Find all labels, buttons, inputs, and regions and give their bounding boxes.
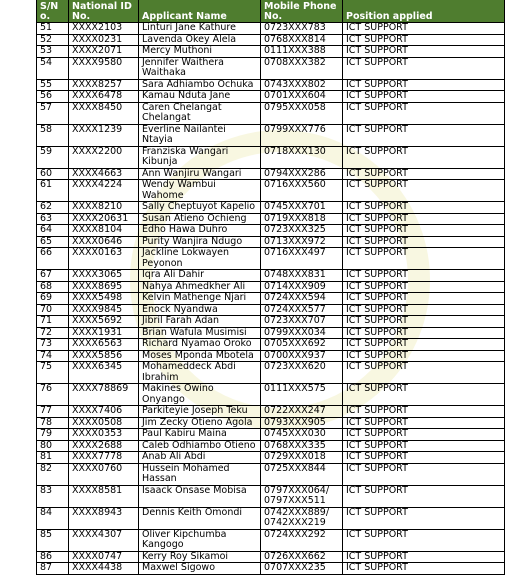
cell-mobile-phone: 0748XXX831	[261, 270, 343, 282]
cell-national-id: XXXX4438	[69, 563, 139, 575]
table-row	[37, 304, 505, 316]
cell-national-id: XXXX0231	[69, 34, 139, 46]
cell-national-id: XXXX9580	[69, 57, 139, 79]
cell-position: ICT SUPPORT	[343, 168, 505, 180]
cell-mobile-phone: 0701XXX604	[261, 91, 343, 103]
table-row	[37, 225, 505, 237]
cell-sn: 61	[37, 180, 69, 202]
cell-sn: 60	[37, 168, 69, 180]
cell-mobile-phone: 0724XXX594	[261, 293, 343, 305]
table-row	[37, 350, 505, 362]
cell-position: ICT SUPPORT	[343, 202, 505, 214]
cell-sn: 64	[37, 225, 69, 237]
cell-sn: 84	[37, 507, 69, 529]
cell-sn: 67	[37, 270, 69, 282]
cell-mobile-phone: 0723XXX325	[261, 225, 343, 237]
cell-sn: 59	[37, 146, 69, 168]
cell-applicant-name: Sally Cheptuyot Kapelio	[139, 202, 261, 214]
table-row	[37, 406, 505, 418]
table-row	[37, 507, 505, 529]
table-row	[37, 463, 505, 485]
cell-position: ICT SUPPORT	[343, 384, 505, 406]
cell-national-id: XXXX8257	[69, 79, 139, 91]
cell-mobile-phone: 0745XXX701	[261, 202, 343, 214]
cell-national-id: XXXX7406	[69, 406, 139, 418]
header-national-id: National ID No.	[69, 0, 139, 23]
cell-applicant-name: Iqra Ali Dahir	[139, 270, 261, 282]
cell-position: ICT SUPPORT	[343, 236, 505, 248]
cell-position: ICT SUPPORT	[343, 23, 505, 35]
cell-position: ICT SUPPORT	[343, 281, 505, 293]
cell-mobile-phone: 0716XXX497	[261, 248, 343, 270]
header-position: Position applied	[343, 0, 505, 23]
cell-national-id: XXXX5498	[69, 293, 139, 305]
cell-position: ICT SUPPORT	[343, 429, 505, 441]
cell-applicant-name: Mercy Muthoni	[139, 46, 261, 58]
cell-national-id: XXXX6478	[69, 91, 139, 103]
table-row	[37, 551, 505, 563]
cell-position: ICT SUPPORT	[343, 91, 505, 103]
cell-sn: 72	[37, 327, 69, 339]
cell-sn: 53	[37, 46, 69, 58]
cell-sn: 52	[37, 34, 69, 46]
cell-applicant-name: Susan Atieno Ochieng	[139, 213, 261, 225]
cell-sn: 65	[37, 236, 69, 248]
cell-applicant-name: Jibril Farah Adan	[139, 316, 261, 328]
table-row	[37, 79, 505, 91]
cell-applicant-name: Moses Mponda Mbotela	[139, 350, 261, 362]
cell-position: ICT SUPPORT	[343, 406, 505, 418]
cell-position: ICT SUPPORT	[343, 34, 505, 46]
cell-sn: 85	[37, 529, 69, 551]
table-row	[37, 46, 505, 58]
cell-national-id: XXXX0163	[69, 248, 139, 270]
table-row	[37, 57, 505, 79]
cell-sn: 77	[37, 406, 69, 418]
cell-national-id: XXXX2688	[69, 440, 139, 452]
table-row	[37, 563, 505, 575]
cell-position: ICT SUPPORT	[343, 440, 505, 452]
table-row	[37, 440, 505, 452]
header-mobile-phone: Mobile Phone No.	[261, 0, 343, 23]
cell-mobile-phone: 0723XXX707	[261, 316, 343, 328]
cell-sn: 62	[37, 202, 69, 214]
cell-sn: 81	[37, 452, 69, 464]
table-body	[37, 23, 505, 575]
cell-position: ICT SUPPORT	[343, 327, 505, 339]
table-row	[37, 248, 505, 270]
cell-sn: 69	[37, 293, 69, 305]
table-row	[37, 124, 505, 146]
cell-applicant-name: Hussein Mohamed Hassan	[139, 463, 261, 485]
table-row	[37, 362, 505, 384]
table-row	[37, 102, 505, 124]
cell-mobile-phone: 0723XXX783	[261, 23, 343, 35]
cell-mobile-phone: 0111XXX388	[261, 46, 343, 58]
cell-mobile-phone: 0707XXX235	[261, 563, 343, 575]
cell-applicant-name: Ann Wanjiru Wangari	[139, 168, 261, 180]
cell-sn: 78	[37, 417, 69, 429]
cell-applicant-name: Everline Nailantei Ntayia	[139, 124, 261, 146]
table-row	[37, 417, 505, 429]
cell-position: ICT SUPPORT	[343, 350, 505, 362]
cell-mobile-phone: 0713XXX972	[261, 236, 343, 248]
cell-sn: 73	[37, 339, 69, 351]
cell-position: ICT SUPPORT	[343, 79, 505, 91]
cell-position: ICT SUPPORT	[343, 529, 505, 551]
cell-position: ICT SUPPORT	[343, 248, 505, 270]
table-row	[37, 270, 505, 282]
cell-sn: 54	[37, 57, 69, 79]
table-row	[37, 180, 505, 202]
table-row	[37, 91, 505, 103]
cell-position: ICT SUPPORT	[343, 339, 505, 351]
table-row	[37, 384, 505, 406]
cell-mobile-phone: 0768XXX814	[261, 34, 343, 46]
cell-mobile-phone: 0724XXX577	[261, 304, 343, 316]
cell-applicant-name: Isaack Onsase Mobisa	[139, 485, 261, 507]
table-header-row	[37, 0, 505, 23]
table-row	[37, 23, 505, 35]
cell-sn: 80	[37, 440, 69, 452]
cell-position: ICT SUPPORT	[343, 46, 505, 58]
cell-applicant-name: Oliver Kipchumba Kangogo	[139, 529, 261, 551]
cell-mobile-phone: 0111XXX575	[261, 384, 343, 406]
cell-mobile-phone: 0794XXX286	[261, 168, 343, 180]
table-row	[37, 236, 505, 248]
table-row	[37, 293, 505, 305]
cell-applicant-name: Kerry Roy Sikamoi	[139, 551, 261, 563]
cell-sn: 56	[37, 91, 69, 103]
cell-applicant-name: Sara Adhiambo Ochuka	[139, 79, 261, 91]
cell-national-id: XXXX4663	[69, 168, 139, 180]
cell-position: ICT SUPPORT	[343, 180, 505, 202]
cell-sn: 75	[37, 362, 69, 384]
cell-sn: 82	[37, 463, 69, 485]
cell-position: ICT SUPPORT	[343, 293, 505, 305]
cell-applicant-name: Wendy Wambui Wahome	[139, 180, 261, 202]
cell-applicant-name: Anab Ali Abdi	[139, 452, 261, 464]
cell-national-id: XXXX8695	[69, 281, 139, 293]
cell-mobile-phone: 0793XXX905	[261, 417, 343, 429]
cell-mobile-phone: 0743XXX802	[261, 79, 343, 91]
cell-applicant-name: Franziska Wangari Kibunja	[139, 146, 261, 168]
cell-national-id: XXXX8943	[69, 507, 139, 529]
cell-position: ICT SUPPORT	[343, 463, 505, 485]
cell-position: ICT SUPPORT	[343, 304, 505, 316]
cell-national-id: XXXX20631	[69, 213, 139, 225]
cell-national-id: XXXX1239	[69, 124, 139, 146]
cell-mobile-phone: 0719XXX818	[261, 213, 343, 225]
cell-mobile-phone: 0745XXX030	[261, 429, 343, 441]
cell-sn: 55	[37, 79, 69, 91]
table-row	[37, 529, 505, 551]
cell-national-id: XXXX0508	[69, 417, 139, 429]
cell-position: ICT SUPPORT	[343, 124, 505, 146]
cell-applicant-name: Dennis Keith Omondi	[139, 507, 261, 529]
cell-national-id: XXXX5856	[69, 350, 139, 362]
cell-national-id: XXXX0353	[69, 429, 139, 441]
table-row	[37, 281, 505, 293]
cell-national-id: XXXX78869	[69, 384, 139, 406]
cell-applicant-name: Jim Zecky Otieno Agola	[139, 417, 261, 429]
cell-applicant-name: Caleb Odhiambo Otieno	[139, 440, 261, 452]
applicants-table	[36, 0, 505, 575]
cell-sn: 76	[37, 384, 69, 406]
cell-applicant-name: Makines Owino Onyango	[139, 384, 261, 406]
cell-mobile-phone: 0795XXX058	[261, 102, 343, 124]
cell-national-id: XXXX8104	[69, 225, 139, 237]
cell-applicant-name: Brian Wafula Musimisi	[139, 327, 261, 339]
table-row	[37, 339, 505, 351]
cell-mobile-phone: 0742XXX889/ 0742XXX219	[261, 507, 343, 529]
cell-national-id: XXXX8581	[69, 485, 139, 507]
cell-mobile-phone: 0705XXX692	[261, 339, 343, 351]
cell-position: ICT SUPPORT	[343, 563, 505, 575]
cell-applicant-name: Jennifer Waithera Waithaka	[139, 57, 261, 79]
cell-applicant-name: Lavenda Okey Alela	[139, 34, 261, 46]
cell-applicant-name: Enock Nyandwa	[139, 304, 261, 316]
cell-sn: 70	[37, 304, 69, 316]
cell-applicant-name: Mohameddeck Abdi Ibrahim	[139, 362, 261, 384]
cell-position: ICT SUPPORT	[343, 362, 505, 384]
cell-applicant-name: Maxwel Sigowo	[139, 563, 261, 575]
cell-mobile-phone: 0725XXX844	[261, 463, 343, 485]
cell-national-id: XXXX0747	[69, 551, 139, 563]
cell-position: ICT SUPPORT	[343, 452, 505, 464]
cell-applicant-name: Paul Kabiru Maina	[139, 429, 261, 441]
header-sn: S/N o.	[37, 0, 69, 23]
cell-sn: 58	[37, 124, 69, 146]
cell-mobile-phone: 0716XXX560	[261, 180, 343, 202]
cell-applicant-name: Kamau Nduta Jane	[139, 91, 261, 103]
table-row	[37, 327, 505, 339]
table-row	[37, 202, 505, 214]
cell-sn: 83	[37, 485, 69, 507]
cell-position: ICT SUPPORT	[343, 57, 505, 79]
table-row	[37, 213, 505, 225]
cell-sn: 57	[37, 102, 69, 124]
table-row	[37, 316, 505, 328]
cell-national-id: XXXX3065	[69, 270, 139, 282]
cell-national-id: XXXX1931	[69, 327, 139, 339]
cell-sn: 71	[37, 316, 69, 328]
cell-sn: 87	[37, 563, 69, 575]
cell-mobile-phone: 0718XXX130	[261, 146, 343, 168]
cell-applicant-name: Nahya Ahmedkher Ali	[139, 281, 261, 293]
cell-position: ICT SUPPORT	[343, 507, 505, 529]
table-row	[37, 146, 505, 168]
cell-position: ICT SUPPORT	[343, 551, 505, 563]
cell-national-id: XXXX8210	[69, 202, 139, 214]
table-row	[37, 485, 505, 507]
cell-mobile-phone: 0724XXX292	[261, 529, 343, 551]
cell-mobile-phone: 0768XXX335	[261, 440, 343, 452]
cell-position: ICT SUPPORT	[343, 102, 505, 124]
cell-position: ICT SUPPORT	[343, 417, 505, 429]
cell-mobile-phone: 0722XXX247	[261, 406, 343, 418]
cell-applicant-name: Purity Wanjira Ndugo	[139, 236, 261, 248]
table-row	[37, 34, 505, 46]
cell-position: ICT SUPPORT	[343, 225, 505, 237]
cell-national-id: XXXX0760	[69, 463, 139, 485]
cell-national-id: XXXX8450	[69, 102, 139, 124]
table-row	[37, 452, 505, 464]
cell-mobile-phone: 0729XXX018	[261, 452, 343, 464]
cell-applicant-name: Jackline Lokwayen Peyonon	[139, 248, 261, 270]
cell-sn: 86	[37, 551, 69, 563]
cell-national-id: XXXX6345	[69, 362, 139, 384]
cell-national-id: XXXX2200	[69, 146, 139, 168]
cell-national-id: XXXX4224	[69, 180, 139, 202]
cell-mobile-phone: 0799XXX034	[261, 327, 343, 339]
cell-national-id: XXXX2071	[69, 46, 139, 58]
cell-national-id: XXXX5692	[69, 316, 139, 328]
table-row	[37, 168, 505, 180]
cell-applicant-name: Parkiteyie Joseph Teku	[139, 406, 261, 418]
cell-position: ICT SUPPORT	[343, 270, 505, 282]
cell-mobile-phone: 0797XXX064/ 0797XXX511	[261, 485, 343, 507]
cell-national-id: XXXX9845	[69, 304, 139, 316]
cell-mobile-phone: 0700XXX937	[261, 350, 343, 362]
cell-position: ICT SUPPORT	[343, 316, 505, 328]
cell-position: ICT SUPPORT	[343, 146, 505, 168]
cell-mobile-phone: 0799XXX776	[261, 124, 343, 146]
cell-applicant-name: Linturi Jane Kathure	[139, 23, 261, 35]
cell-sn: 66	[37, 248, 69, 270]
cell-national-id: XXXX4307	[69, 529, 139, 551]
table-row	[37, 429, 505, 441]
cell-national-id: XXXX2103	[69, 23, 139, 35]
cell-sn: 63	[37, 213, 69, 225]
cell-applicant-name: Richard Nyamao Oroko	[139, 339, 261, 351]
cell-mobile-phone: 0708XXX382	[261, 57, 343, 79]
cell-position: ICT SUPPORT	[343, 213, 505, 225]
cell-sn: 51	[37, 23, 69, 35]
cell-applicant-name: Kelvin Mathenge Njari	[139, 293, 261, 305]
cell-sn: 79	[37, 429, 69, 441]
cell-position: ICT SUPPORT	[343, 485, 505, 507]
cell-applicant-name: Edho Hawa Duhro	[139, 225, 261, 237]
cell-national-id: XXXX7778	[69, 452, 139, 464]
cell-national-id: XXXX0646	[69, 236, 139, 248]
cell-mobile-phone: 0714XXX909	[261, 281, 343, 293]
cell-applicant-name: Caren Chelangat Chelangat	[139, 102, 261, 124]
cell-mobile-phone: 0726XXX662	[261, 551, 343, 563]
cell-sn: 68	[37, 281, 69, 293]
cell-mobile-phone: 0723XXX620	[261, 362, 343, 384]
cell-sn: 74	[37, 350, 69, 362]
header-applicant-name: Applicant Name	[139, 0, 261, 23]
cell-national-id: XXXX6563	[69, 339, 139, 351]
